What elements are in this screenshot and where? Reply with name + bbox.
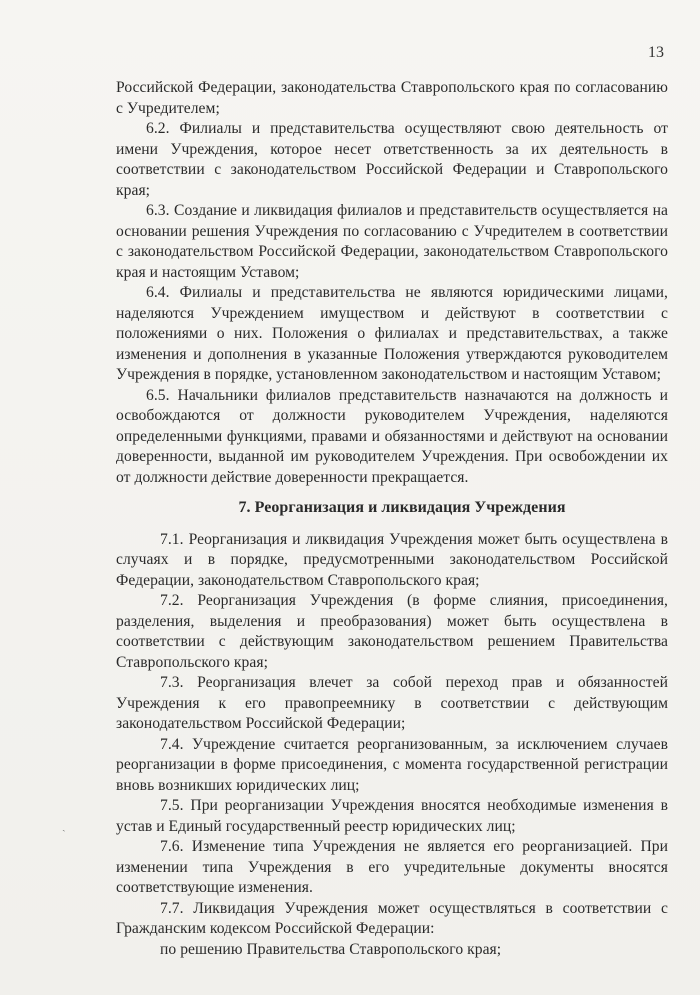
paragraph-7-3: 7.3. Реорганизация влечет за собой переход прав и обязанностей Учреждения к его правопреемнику в соответствии с действующим законодательством Российской Федерации; <box>116 674 668 732</box>
list-item-government-decision: по решению Правительства Ставропольского края; <box>160 940 502 958</box>
page-number: 13 <box>648 44 664 61</box>
paragraph-6-4: 6.4. Филиалы и представительства не являются юридическими лицами, наделяются Учреждением имуществом и действуют в соответствии с положениями о них. Положения о филиалах и представительствах, а также изменения и дополнения в указанные Положения утверждаются руководителем Учреждения в порядке, установленном законодательством и настоящим Уставом; <box>116 284 668 383</box>
document-body <box>116 78 668 960</box>
margin-mark: ˏ <box>62 820 66 832</box>
paragraph-6-3: 6.3. Создание и ликвидация филиалов и представительств осуществляется на основании решения Учреждения по согласованию с Учредителем в соответствии с законодательством Российской Федерации, законодательством Ставропольского края и настоящим Уставом; <box>116 202 668 281</box>
paragraph-7-1: 7.1. Реорганизация и ликвидация Учреждения может быть осуществлена в случаях и в порядке, предусмотренными законодательством Российской Федерации, законодательством Ставропольского края; <box>116 530 668 589</box>
paragraph-7-2: 7.2. Реорганизация Учреждения (в форме слияния, присоединения, разделения, выделения и преобразования) может быть осуществлена в соответствии с действующим законодательством решением Правительства Ставропольского края; <box>116 592 668 671</box>
paragraph-7-6: 7.6. Изменение типа Учреждения не является его реорганизацией. При изменении типа Учреждения в его учредительные документы вносятся соответствующие изменения. <box>116 838 668 896</box>
paragraph-6-2: 6.2. Филиалы и представительства осуществляют свою деятельность от имени Учреждения, которое несет ответственность за их деятельность в соответствии с законодательством Российской Федерации и Ставропольского края; <box>116 120 668 199</box>
paragraph-7-4: 7.4. Учреждение считается реорганизованным, за исключением случаев реорганизации в форме присоединения, с момента государственной регистрации вновь возникших юридических лиц; <box>116 735 668 794</box>
paragraph-7-7: 7.7. Ликвидация Учреждения может осуществляться в соответствии с Гражданским кодексом Российской Федерации: <box>116 899 668 937</box>
section-7-heading: 7. Реорганизация и ликвидация Учреждения <box>238 499 566 516</box>
paragraph-7-5: 7.5. При реорганизации Учреждения вносятся необходимые изменения в устав и Единый государственный реестр юридических лиц; <box>116 797 668 835</box>
section-6-continuation: Российской Федерации, законодательства Ставропольского края по согласованию с Учредителем; <box>116 79 668 117</box>
paragraph-6-5: 6.5. Начальники филиалов представительств назначаются на должность и освобождаются от должности руководителем Учреждения, наделяются определенными функциями, правами и обязанностями и действуют на основании доверенности, выданной им руководителем Учреждения. При освобождении их от должности действие доверенности прекращается. <box>116 386 668 486</box>
